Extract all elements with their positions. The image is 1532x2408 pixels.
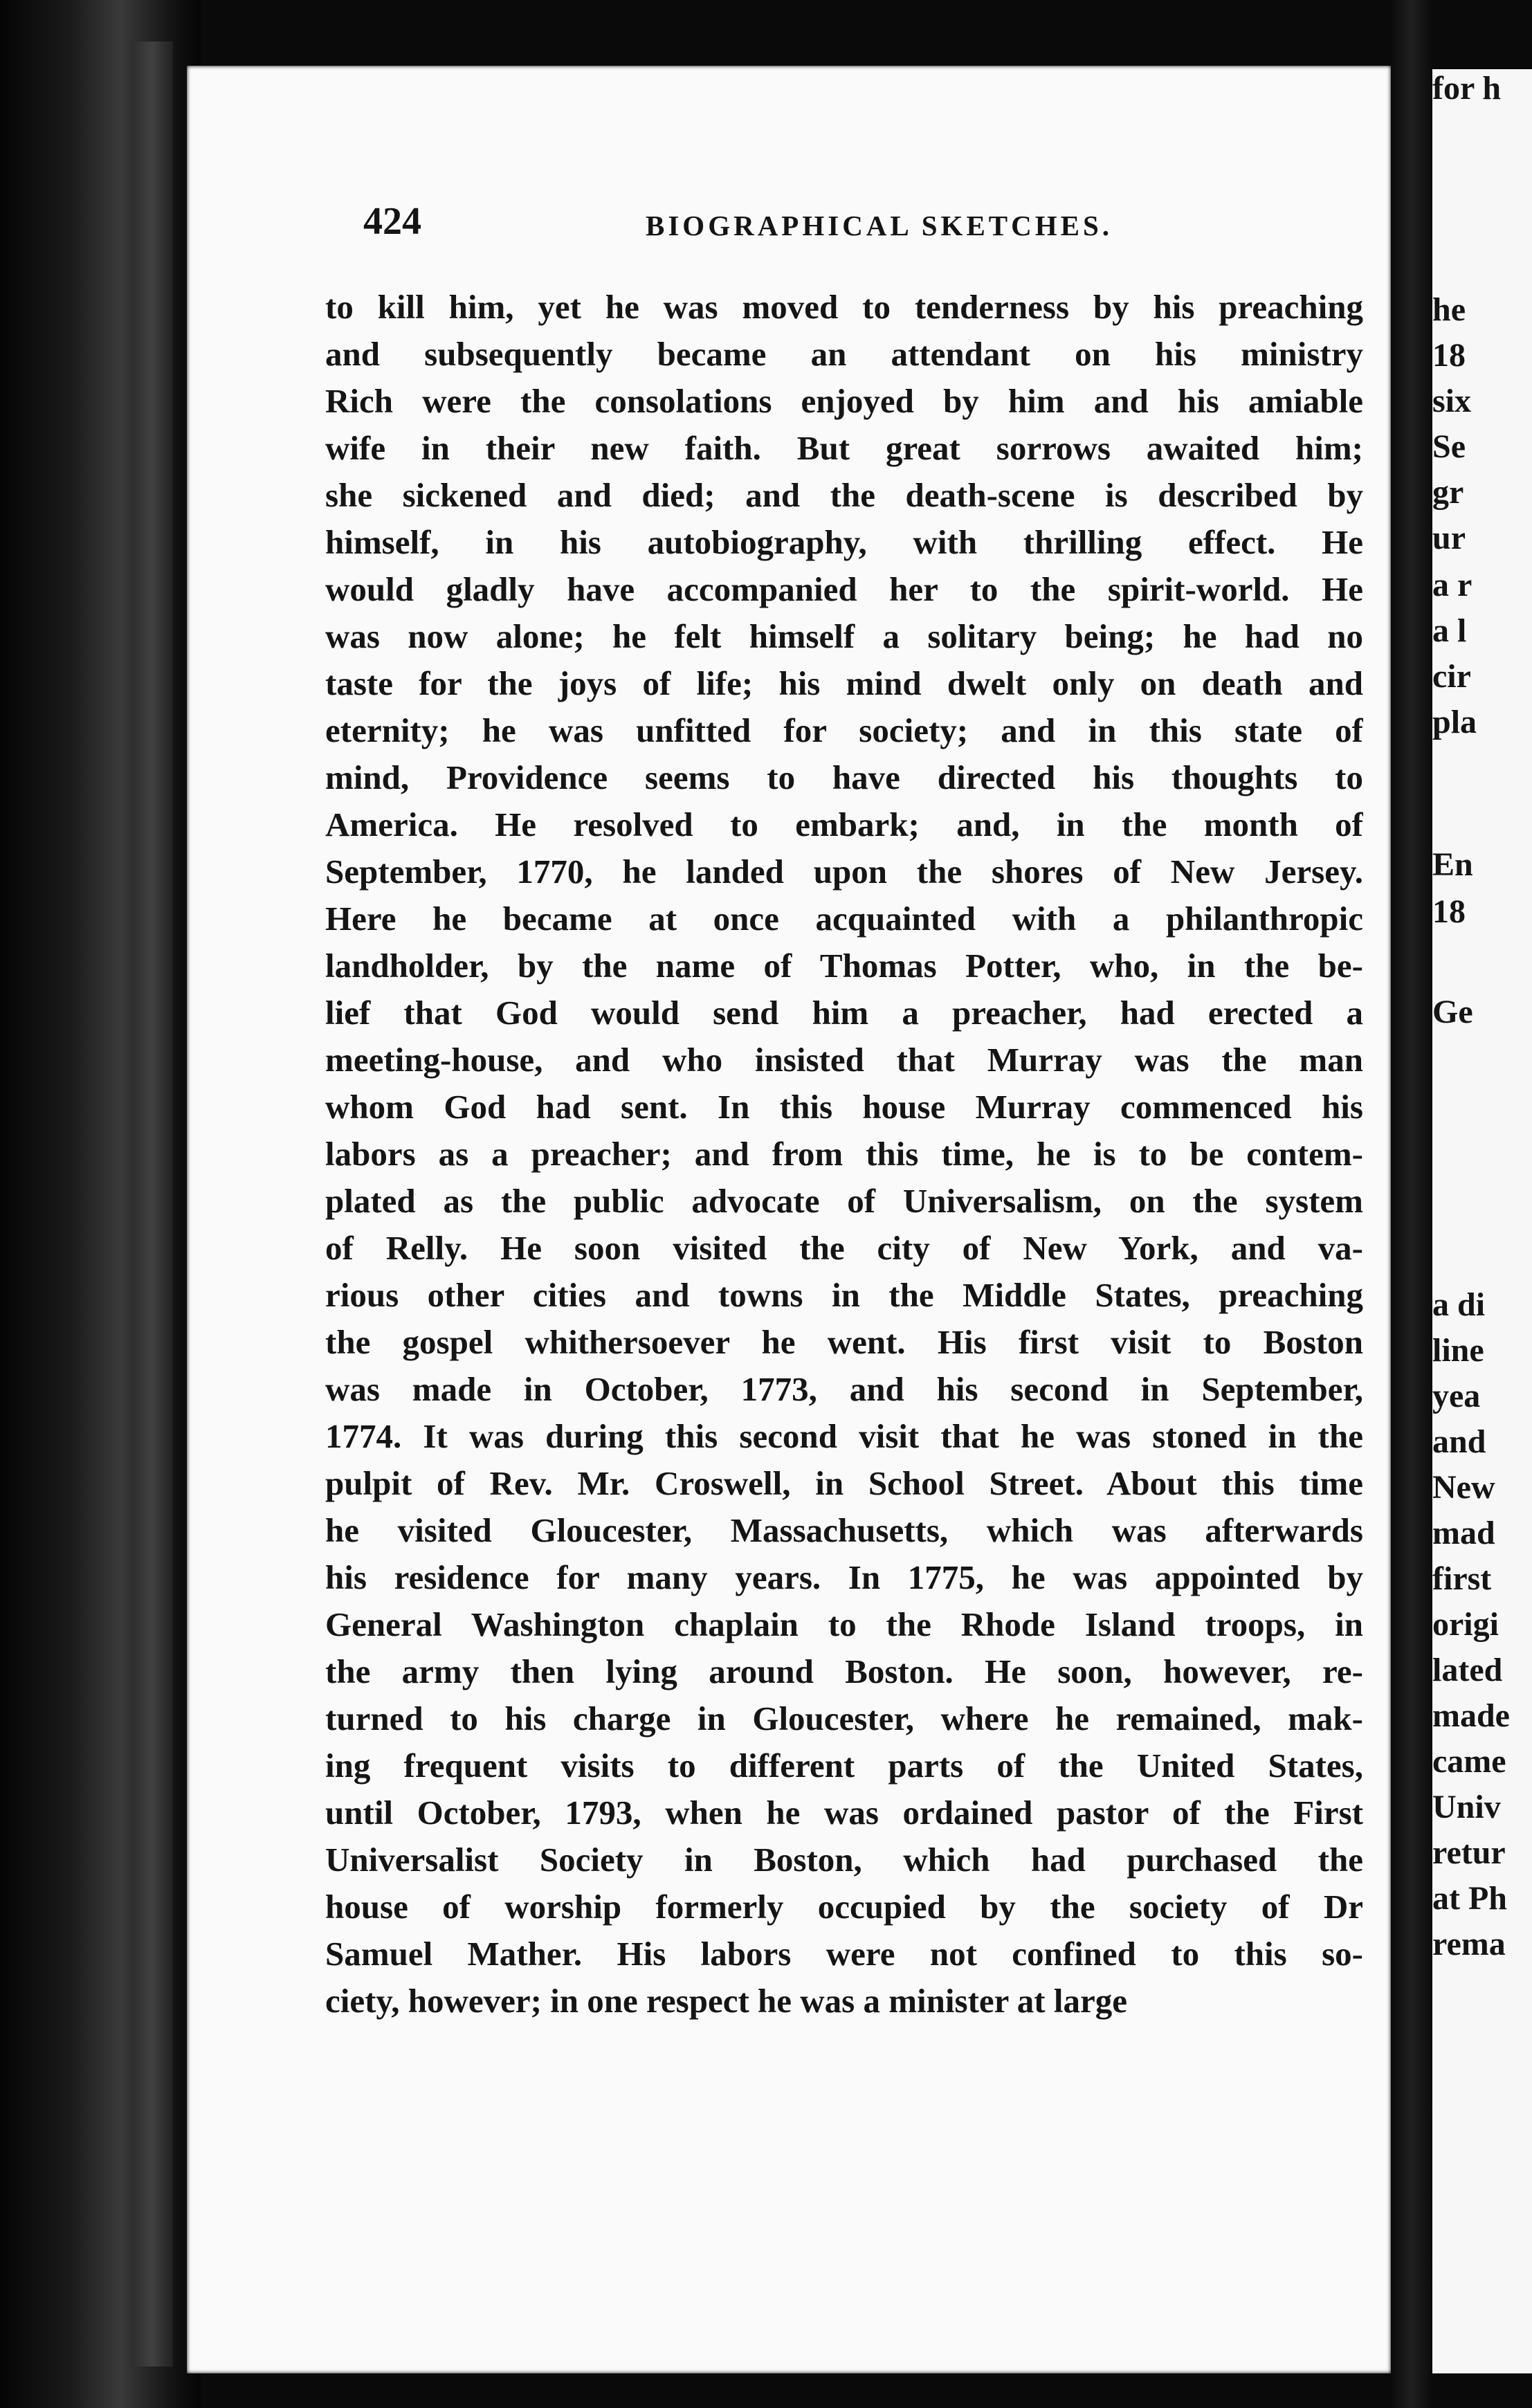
text-line: labors as a preacher; and from this time, he is to be contem- xyxy=(325,1135,1363,1173)
facing-page-fragment: lated xyxy=(1432,1652,1503,1688)
text-line: mind, Providence seems to have directed his thoughts to xyxy=(325,758,1363,796)
facing-page-fragment: came xyxy=(1432,1743,1506,1780)
facing-page-fragment: origi xyxy=(1432,1606,1499,1643)
text-line: Samuel Mather. His labors were not confined to this so- xyxy=(325,1935,1363,1973)
text-line: Here he became at once acquainted with a philanthropic xyxy=(325,900,1363,938)
text-line: ing frequent visits to different parts of the United States, xyxy=(325,1746,1363,1785)
text-line: Rich were the consolations enjoyed by him and his amiable xyxy=(325,382,1363,420)
text-line: would gladly have accompanied her to the spirit-world. He xyxy=(325,570,1363,608)
text-line: Universalist Society in Boston, which had purchased the xyxy=(325,1841,1363,1879)
book-spine xyxy=(0,0,201,2408)
facing-page-fragment: New xyxy=(1432,1469,1495,1506)
text-line: eternity; he was unfitted for society; and in this state of xyxy=(325,711,1363,749)
text-line: pulpit of Rev. Mr. Croswell, in School Street. About this time xyxy=(325,1464,1363,1502)
facing-page-fragment: made xyxy=(1432,1697,1510,1734)
text-line: 1774. It was during this second visit that he was stoned in the xyxy=(325,1417,1363,1455)
text-line: plated as the public advocate of Universalism, on the system xyxy=(325,1182,1363,1220)
facing-page-edge xyxy=(1432,69,1532,2373)
text-line: the army then lying around Boston. He soon, however, re- xyxy=(325,1652,1363,1690)
facing-page-fragment: first xyxy=(1432,1560,1492,1597)
facing-page-fragment: gr xyxy=(1432,474,1464,511)
page-gutter xyxy=(1391,0,1432,2408)
text-line: wife in their new faith. But great sorrows awaited him; xyxy=(325,429,1363,467)
text-line: himself, in his autobiography, with thrilling effect. He xyxy=(325,523,1363,561)
facing-page-fragment: cir xyxy=(1432,658,1471,695)
facing-page-fragment: retur xyxy=(1432,1834,1506,1871)
text-line: was now alone; he felt himself a solitary being; he had no xyxy=(325,617,1363,655)
text-line: landholder, by the name of Thomas Potter, who, in the be- xyxy=(325,947,1363,985)
facing-page-fragment: a l xyxy=(1432,612,1467,649)
running-head xyxy=(363,199,1380,255)
spine-shadow xyxy=(131,42,173,2366)
text-line: September, 1770, he landed upon the shores of New Jersey. xyxy=(325,852,1363,891)
text-line: house of worship formerly occupied by the society of Dr xyxy=(325,1888,1363,1926)
facing-page-fragment: a r xyxy=(1432,567,1472,603)
facing-page-fragment: ur xyxy=(1432,520,1466,556)
facing-page-fragment: yea xyxy=(1432,1378,1481,1414)
facing-page-fragment: mad xyxy=(1432,1515,1495,1551)
text-line: General Washington chaplain to the Rhode Island troops, in xyxy=(325,1605,1363,1643)
facing-page-fragment: 18 xyxy=(1432,337,1466,374)
facing-page-fragment: a di xyxy=(1432,1286,1486,1323)
facing-page-fragment: at Ph xyxy=(1432,1880,1507,1917)
text-line: rious other cities and towns in the Middle States, preaching xyxy=(325,1276,1363,1314)
facing-page-fragment: 18 xyxy=(1432,893,1466,930)
text-line: whom God had sent. In this house Murray commenced his xyxy=(325,1088,1363,1126)
text-line: lief that God would send him a preacher, had erected a xyxy=(325,994,1363,1032)
text-line: to kill him, yet he was moved to tenderness by his preaching xyxy=(325,288,1363,326)
text-line: she sickened and died; and the death-scene is described by xyxy=(325,476,1363,514)
facing-page-fragment: and xyxy=(1432,1423,1486,1460)
text-line: he visited Gloucester, Massachusetts, which was afterwards xyxy=(325,1511,1363,1549)
text-line: was made in October, 1773, and his second in September, xyxy=(325,1370,1363,1408)
text-line: the gospel whithersoever he went. His first visit to Boston xyxy=(325,1323,1363,1361)
text-line: taste for the joys of life; his mind dwelt only on death and xyxy=(325,664,1363,702)
facing-page-fragment: Ge xyxy=(1432,994,1473,1030)
facing-page-fragment: for h xyxy=(1432,70,1502,107)
facing-page-fragment: En xyxy=(1432,846,1473,883)
facing-page-fragment: he xyxy=(1432,291,1466,328)
facing-page-fragment: six xyxy=(1432,383,1472,419)
text-line: and subsequently became an attendant on his ministry xyxy=(325,335,1363,373)
page-number: 424 xyxy=(363,200,421,243)
body-text xyxy=(325,284,1363,2025)
facing-page-fragment: line xyxy=(1432,1332,1484,1369)
text-line: America. He resolved to embark; and, in the month of xyxy=(325,805,1363,843)
text-line: until October, 1793, when he was ordained pastor of the First xyxy=(325,1794,1363,1832)
text-line: ciety, however; in one respect he was a minister at large xyxy=(325,1982,1127,2020)
facing-page-fragment: pla xyxy=(1432,704,1477,740)
running-head-title: BIOGRAPHICAL SKETCHES. xyxy=(646,210,1113,241)
facing-page-fragment: rema xyxy=(1432,1926,1506,1962)
facing-page-fragment: Se xyxy=(1432,428,1466,465)
text-line: of Relly. He soon visited the city of New York, and va- xyxy=(325,1229,1363,1267)
text-line: meeting-house, and who insisted that Murray was the man xyxy=(325,1041,1363,1079)
text-line: his residence for many years. In 1775, he was appointed by xyxy=(325,1558,1363,1596)
text-line: turned to his charge in Gloucester, where he remained, mak- xyxy=(325,1699,1363,1737)
facing-page-fragment: Univ xyxy=(1432,1789,1501,1825)
